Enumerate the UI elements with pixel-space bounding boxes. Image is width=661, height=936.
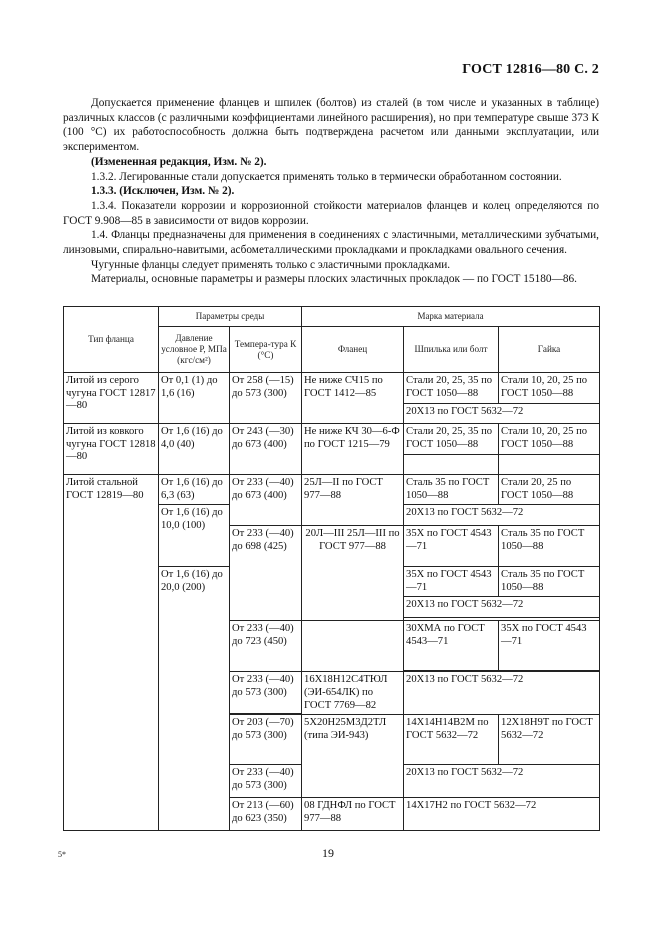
temperature-cell: От 203 (—70) до 573 (300) <box>230 715 302 765</box>
temperature-cell: От 233 (—40) до 723 (450) <box>230 621 302 672</box>
header-material-grade: Марка материала <box>302 307 600 327</box>
header-stud: Шпилька или болт <box>404 327 499 373</box>
stud-material: Сталь 35 по ГОСТ 1050—88 <box>404 475 499 505</box>
header-pressure: Давление условное Р, МПа (кгс/см²) <box>159 327 230 373</box>
flange-material: 20Л—III 25Л—III по ГОСТ 977—88 <box>302 526 404 621</box>
paragraph: Допускается применение фланцев и шпилек (болтов) из сталей (в том числе и указанных в таблице) различных классов (с различными коэффициентами линейного расширения), но при температуре свыше 373 К (100 °С) их работоспособность должна быть подтверждена расчетом или данными эксплуатации, или экспериментом. <box>63 97 599 154</box>
paragraph: 1.3.4. Показатели коррозии и коррозионной стойкости материалов фланцев и колец определяются по ГОСТ 9.908—85 в зависимости от видов коррозии. <box>63 199 599 227</box>
flange-material: 5Х20Н25М3Д2ТЛ (типа ЭИ-943) <box>302 715 404 798</box>
paragraph: 1.4. Фланцы предназначены для применения в соединениях с эластичными, металлическими зубчатыми, линзовыми, спирально-навитыми, асбометаллическими прокладками и прокладками овального сечения. <box>63 229 599 257</box>
header-env-params: Параметры среды <box>159 307 302 327</box>
temperature-cell: От 243 (—30) до 673 (400) <box>230 424 302 475</box>
merged-material: 14Х17Н2 по ГОСТ 5632—72 <box>404 798 600 831</box>
pressure-cell: От 1,6 (16) до 20,0 (200) <box>159 567 230 831</box>
page-header: ГОСТ 12816—80 С. 2 <box>462 62 599 77</box>
type-grey-iron: Литой из серого чугуна ГОСТ 12817—80 <box>64 373 159 424</box>
stud-material: 14Х14Н14В2М по ГОСТ 5632—72 <box>404 715 499 765</box>
paragraph: 1.3.2. Легированные стали допускается применять только в термически обработанном состоянии. <box>91 170 562 183</box>
pressure-cell: От 1,6 (16) до 10,0 (100) <box>159 505 230 567</box>
materials-table <box>63 306 600 831</box>
merged-material: 20Х13 по ГОСТ 5632—72 <box>404 597 600 618</box>
amendment-note: (Измененная редакция, Изм. № 2). <box>91 155 267 168</box>
stud-material: 35Х по ГОСТ 4543—71 <box>404 526 499 567</box>
nut-material: 35Х по ГОСТ 4543—71 <box>499 621 600 671</box>
temperature-cell: От 213 (—60) до 623 (350) <box>230 798 302 831</box>
stud-material: Стали 20, 25, 35 по ГОСТ 1050—88 <box>404 373 499 404</box>
flange-material: 25Л—II по ГОСТ 977—88 <box>302 475 404 526</box>
temperature-cell: От 233 (—40) до 698 (425) <box>230 526 302 621</box>
nut-material: Сталь 35 по ГОСТ 1050—88 <box>499 567 600 597</box>
footer-mark: 5* <box>58 850 66 859</box>
nut-material: Стали 10, 20, 25 по ГОСТ 1050—88 <box>499 424 600 455</box>
merged-material: 20Х13 по ГОСТ 5632—72 <box>404 672 600 715</box>
stud-material: 30ХМА по ГОСТ 4543—71 <box>404 621 499 671</box>
pressure-cell: От 0,1 (1) до 1,6 (16) <box>159 373 230 424</box>
stud-material: Стали 20, 25, 35 по ГОСТ 1050—88 <box>404 424 499 455</box>
merged-material: 20Х13 по ГОСТ 5632—72 <box>404 404 600 424</box>
temperature-cell: От 258 (—15) до 573 (300) <box>230 373 302 424</box>
flange-material: 16Х18Н12С4ТЮЛ (ЭИ-654ЛК) по ГОСТ 7769—82 <box>302 672 404 715</box>
nut-material: Сталь 35 по ГОСТ 1050—88 <box>499 526 600 567</box>
type-steel: Литой стальной ГОСТ 12819—80 <box>64 475 159 831</box>
merged-material: 20Х13 по ГОСТ 5632—72 <box>404 505 600 526</box>
body-text <box>63 96 599 287</box>
paragraph: Материалы, основные параметры и размеры плоских эластичных прокладок — по ГОСТ 15180—86. <box>91 273 577 286</box>
stud-material: 35Х по ГОСТ 4543—71 <box>404 567 499 597</box>
flange-material: Не ниже СЧ15 по ГОСТ 1412—85 <box>302 373 404 424</box>
header-flange-type: Тип фланца <box>64 307 159 373</box>
flange-material: Не ниже КЧ 30—6-Ф по ГОСТ 1215—79 <box>302 424 404 475</box>
header-flange: Фланец <box>302 327 404 373</box>
nut-material: Стали 20, 25 по ГОСТ 1050—88 <box>499 475 600 505</box>
amendment-note: 1.3.3. (Исключен, Изм. № 2). <box>91 185 235 198</box>
type-malleable-iron: Литой из ковкого чугуна ГОСТ 12818—80 <box>64 424 159 475</box>
temperature-cell: От 233 (—40) до 573 (300) <box>230 672 302 714</box>
merged-material: 20Х13 по ГОСТ 5632—72 <box>404 765 600 798</box>
paragraph: Чугунные фланцы следует применять только с эластичными прокладками. <box>91 258 451 271</box>
temperature-cell: От 233 (—40) до 673 (400) <box>230 475 302 526</box>
page-number: 19 <box>322 846 334 860</box>
header-temperature: Темпера-тура К (°С) <box>230 327 302 373</box>
pressure-cell: От 1,6 (16) до 4,0 (40) <box>159 424 230 475</box>
nut-material: 12Х18Н9Т по ГОСТ 5632—72 <box>499 715 600 765</box>
temperature-cell: От 233 (—40) до 573 (300) <box>230 765 302 798</box>
pressure-cell: От 1,6 (16) до 6,3 (63) <box>159 475 230 505</box>
header-nut: Гайка <box>499 327 600 373</box>
nut-material: Стали 10, 20, 25 по ГОСТ 1050—88 <box>499 373 600 404</box>
flange-material: 08 ГДНФЛ по ГОСТ 977—88 <box>302 798 404 831</box>
